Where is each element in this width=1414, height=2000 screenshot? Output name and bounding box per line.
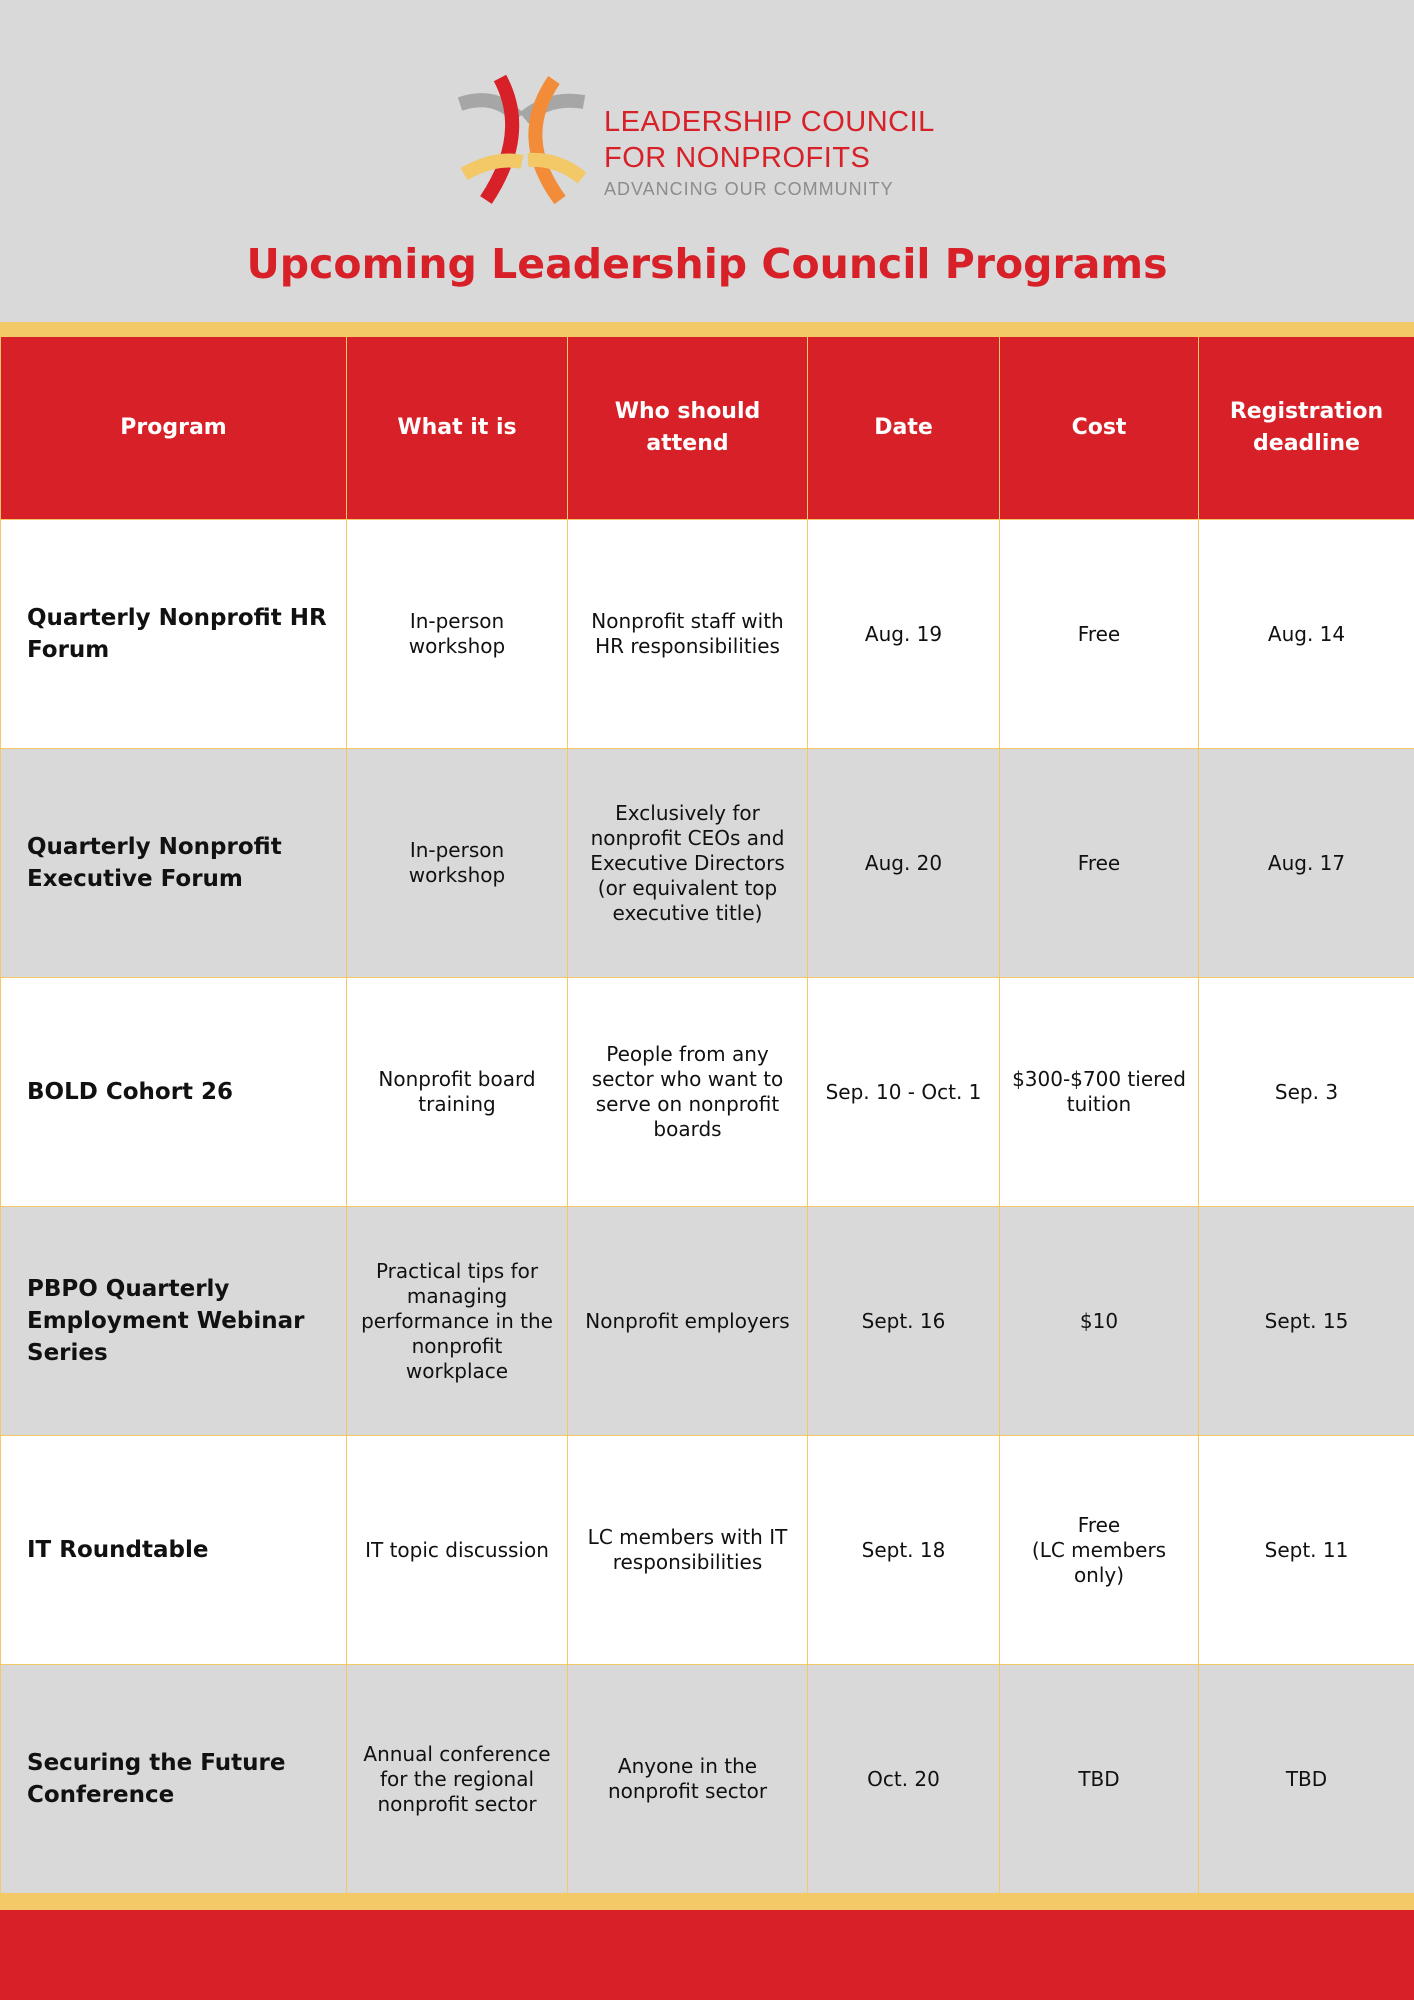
who-should-attend-cell: People from any sector who want to serve on nonprofit boards <box>568 978 808 1207</box>
who-should-attend-cell: LC members with IT responsibilities <box>568 1436 808 1665</box>
what-it-is-cell: In-person workshop <box>347 749 568 978</box>
deadline-cell: Sept. 15 <box>1199 1207 1414 1436</box>
table-row <box>1 749 1414 978</box>
header-date: Date <box>808 337 1000 520</box>
what-it-is-cell: In-person workshop <box>347 520 568 749</box>
date-cell: Aug. 20 <box>808 749 1000 978</box>
date-cell: Sep. 10 - Oct. 1 <box>808 978 1000 1207</box>
what-it-is-cell: Annual conference for the regional nonprofit sector <box>347 1665 568 1894</box>
deadline-cell: Sep. 3 <box>1199 978 1414 1207</box>
table-header-row <box>1 337 1414 520</box>
program-name: IT Roundtable <box>1 1436 347 1665</box>
date-cell: Oct. 20 <box>808 1665 1000 1894</box>
header-cost: Cost <box>1000 337 1199 520</box>
header-registration-deadline: Registration deadline <box>1199 337 1414 520</box>
date-cell: Sept. 16 <box>808 1207 1000 1436</box>
header-who-should-attend: Who should attend <box>568 337 808 520</box>
bottom-divider-stripe <box>0 1894 1414 1910</box>
org-name-line2: FOR NONPROFITS <box>604 142 871 174</box>
who-should-attend-cell: Exclusively for nonprofit CEOs and Executive Directors (or equivalent top executive title) <box>568 749 808 978</box>
footer-bar <box>0 1910 1414 2000</box>
what-it-is-cell: Nonprofit board training <box>347 978 568 1207</box>
programs-table-container <box>0 336 1414 1894</box>
org-name <box>604 104 935 202</box>
table-row <box>1 1665 1414 1894</box>
header <box>0 0 1414 322</box>
leadership-council-logo-icon <box>456 74 586 204</box>
table-row <box>1 520 1414 749</box>
cost-cell: Free (LC members only) <box>1000 1436 1199 1665</box>
table-row <box>1 978 1414 1207</box>
cost-cell: Free <box>1000 520 1199 749</box>
org-tagline: ADVANCING OUR COMMUNITY <box>604 179 894 199</box>
program-name: BOLD Cohort 26 <box>1 978 347 1207</box>
table-row <box>1 1207 1414 1436</box>
who-should-attend-cell: Nonprofit staff with HR responsibilities <box>568 520 808 749</box>
date-cell: Aug. 19 <box>808 520 1000 749</box>
header-program: Program <box>1 337 347 520</box>
who-should-attend-cell: Nonprofit employers <box>568 1207 808 1436</box>
programs-table <box>0 336 1414 1894</box>
cost-cell: $300-$700 tiered tuition <box>1000 978 1199 1207</box>
deadline-cell: TBD <box>1199 1665 1414 1894</box>
cost-cell: TBD <box>1000 1665 1199 1894</box>
program-name: Quarterly Nonprofit HR Forum <box>1 520 347 749</box>
program-name: PBPO Quarterly Employment Webinar Series <box>1 1207 347 1436</box>
what-it-is-cell: Practical tips for managing performance in the nonprofit workplace <box>347 1207 568 1436</box>
cost-cell: Free <box>1000 749 1199 978</box>
who-should-attend-cell: Anyone in the nonprofit sector <box>568 1665 808 1894</box>
deadline-cell: Sept. 11 <box>1199 1436 1414 1665</box>
deadline-cell: Aug. 14 <box>1199 520 1414 749</box>
what-it-is-cell: IT topic discussion <box>347 1436 568 1665</box>
page-title: Upcoming Leadership Council Programs <box>246 240 1168 288</box>
date-cell: Sept. 18 <box>808 1436 1000 1665</box>
top-divider-stripe <box>0 322 1414 336</box>
org-name-line1: LEADERSHIP COUNCIL <box>604 106 935 138</box>
header-what-it-is: What it is <box>347 337 568 520</box>
cost-cell: $10 <box>1000 1207 1199 1436</box>
table-row <box>1 1436 1414 1665</box>
program-name: Quarterly Nonprofit Executive Forum <box>1 749 347 978</box>
program-name: Securing the Future Conference <box>1 1665 347 1894</box>
deadline-cell: Aug. 17 <box>1199 749 1414 978</box>
